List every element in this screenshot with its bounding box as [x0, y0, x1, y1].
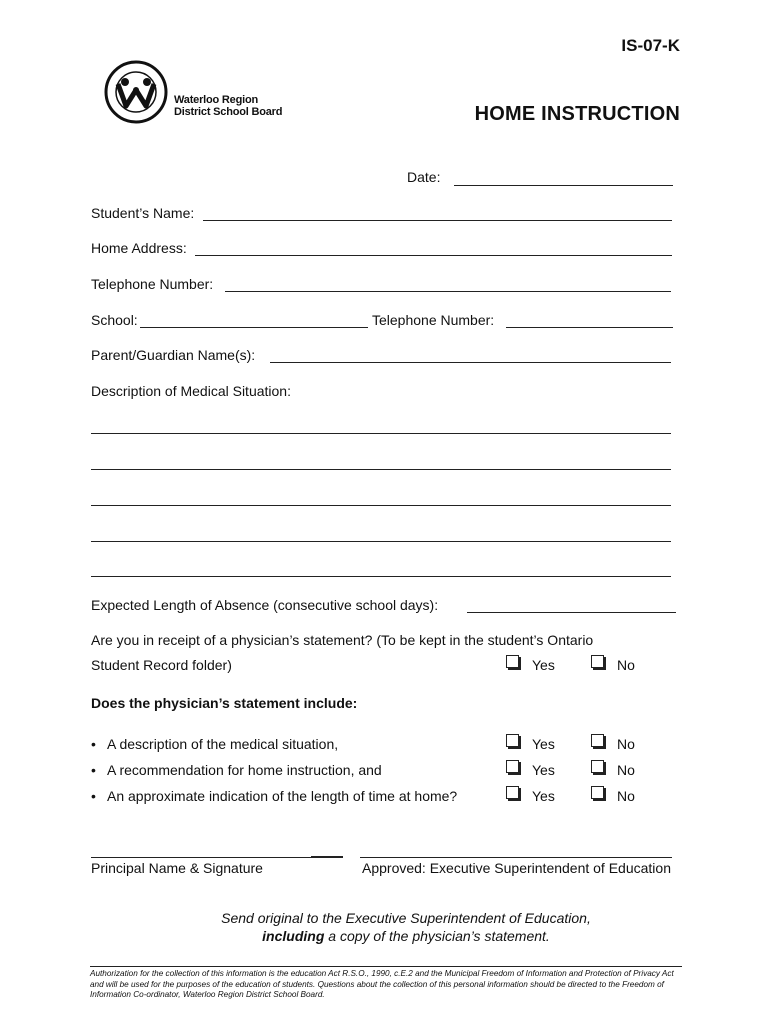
approved-signature-line[interactable] — [360, 857, 672, 858]
item-3-no-label: No — [617, 788, 635, 804]
physician-question-line-1: Are you in receipt of a physician’s statement? (To be kept in the student’s Ontario — [91, 632, 594, 648]
absence-label: Expected Length of Absence (consecutive school days): — [91, 597, 439, 613]
item-1-no-checkbox[interactable] — [591, 734, 604, 747]
item-1-no-label: No — [617, 736, 635, 752]
medical-line-2[interactable] — [91, 469, 671, 470]
absence-field[interactable] — [467, 612, 676, 613]
include-item-3: An approximate indication of the length of time at home? — [107, 788, 458, 804]
medical-line-5[interactable] — [91, 576, 671, 577]
submission-instructions — [91, 909, 721, 945]
form-code: IS-07-K — [621, 36, 680, 55]
medical-line-4[interactable] — [91, 541, 671, 542]
page-title: HOME INSTRUCTION — [474, 103, 680, 125]
item-2-no-label: No — [617, 762, 635, 778]
physician-no-checkbox[interactable] — [591, 655, 604, 668]
item-3-no-checkbox[interactable] — [591, 786, 604, 799]
physician-yes-label: Yes — [532, 657, 555, 673]
includes-heading: Does the physician’s statement include: — [91, 695, 358, 711]
physician-yes-checkbox[interactable] — [506, 655, 519, 668]
item-3-yes-checkbox[interactable] — [506, 786, 519, 799]
physician-no-label: No — [617, 657, 635, 673]
telephone-label: Telephone Number: — [91, 276, 214, 292]
bullet-icon: • — [91, 788, 96, 804]
school-field[interactable] — [140, 327, 368, 328]
school-label: School: — [91, 312, 138, 328]
student-name-field[interactable] — [203, 220, 672, 221]
org-name — [174, 94, 282, 118]
instructions-line-2 — [91, 927, 721, 945]
home-address-field[interactable] — [195, 255, 672, 256]
item-2-yes-label: Yes — [532, 762, 555, 778]
instructions-line-1: Send original to the Executive Superintendent of Education, — [221, 910, 591, 926]
principal-signature-label: Principal Name & Signature — [91, 860, 263, 876]
signature-line-accent — [311, 856, 343, 858]
item-3-yes-label: Yes — [532, 788, 555, 804]
principal-signature-line[interactable] — [91, 857, 343, 858]
date-field[interactable] — [454, 185, 673, 186]
org-line-1: Waterloo Region — [174, 94, 258, 106]
instructions-emphasis: including — [262, 928, 325, 944]
date-label: Date: — [407, 169, 441, 185]
wrdsb-logo-icon — [104, 60, 168, 124]
privacy-note: Authorization for the collection of this information is the education Act R.S.O., 1990, c.E.2 and the Municipal Freedom of Information and Protection of Privacy Act and will be used for the purposes of the education of students. Questions about the collection of this personal information should be directed to the Freedom of Information Co-ordinator, Waterloo Region District School Board. — [90, 969, 674, 999]
parent-label: Parent/Guardian Name(s): — [91, 347, 256, 363]
telephone-field[interactable] — [225, 291, 671, 292]
include-item-2: A recommendation for home instruction, and — [107, 762, 382, 778]
item-1-yes-label: Yes — [532, 736, 555, 752]
bullet-icon: • — [91, 762, 96, 778]
item-2-no-checkbox[interactable] — [591, 760, 604, 773]
item-1-yes-checkbox[interactable] — [506, 734, 519, 747]
item-2-yes-checkbox[interactable] — [506, 760, 519, 773]
medical-line-3[interactable] — [91, 505, 671, 506]
student-name-label: Student’s Name: — [91, 205, 195, 221]
medical-line-1[interactable] — [91, 433, 671, 434]
approved-signature-label: Approved: Executive Superintendent of Education — [362, 860, 671, 876]
include-item-1: A description of the medical situation, — [107, 736, 339, 752]
org-line-2: District School Board — [174, 106, 283, 118]
instructions-line-2-rest: a copy of the physician’s statement. — [324, 928, 550, 944]
parent-field[interactable] — [270, 362, 671, 363]
school-telephone-field[interactable] — [506, 327, 673, 328]
footer-divider — [90, 966, 682, 967]
bullet-icon: • — [91, 736, 96, 752]
school-telephone-label: Telephone Number: — [372, 312, 495, 328]
home-address-label: Home Address: — [91, 240, 187, 256]
physician-question-line-2: Student Record folder) — [91, 657, 232, 673]
medical-label: Description of Medical Situation: — [91, 383, 291, 399]
